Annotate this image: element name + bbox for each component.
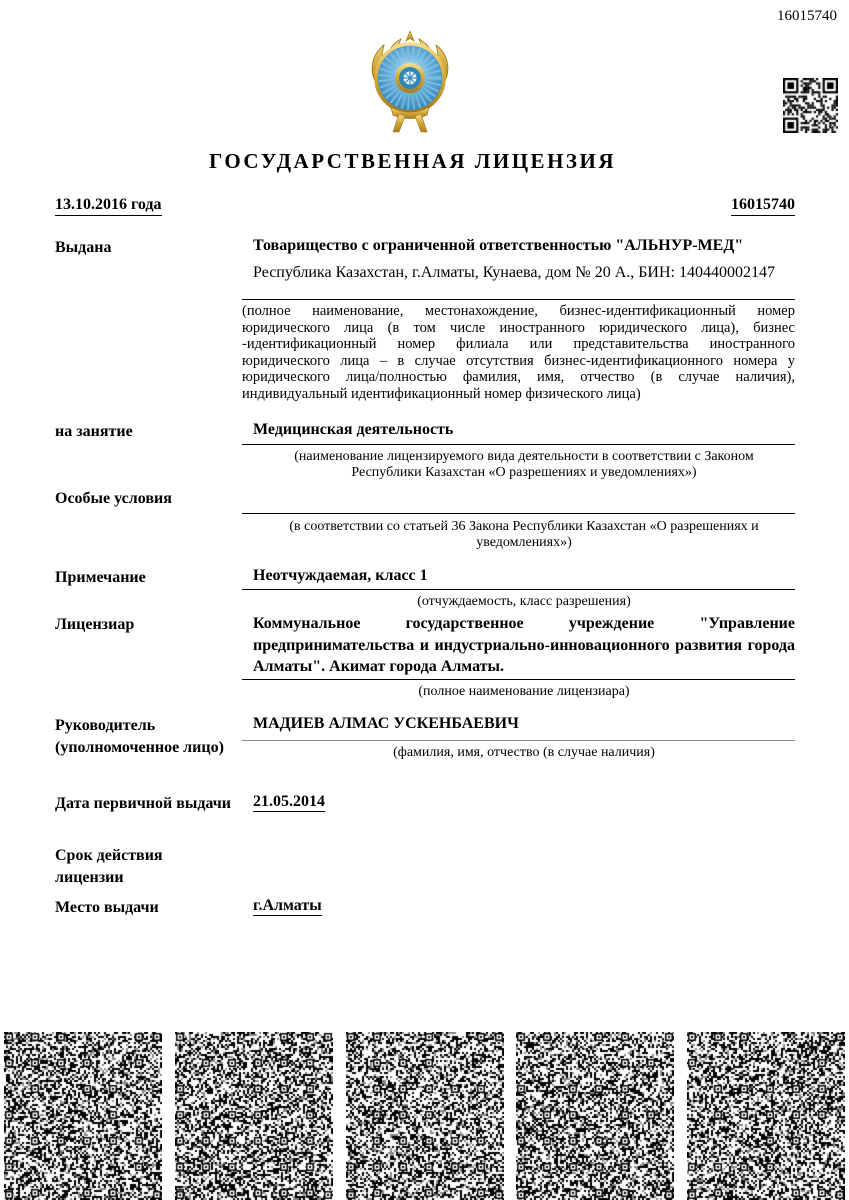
kazakhstan-emblem-graphic	[362, 26, 458, 138]
rule-activity	[242, 444, 795, 445]
rule-remark	[242, 589, 795, 590]
special-conditions-note: (в соответствии со статьей 36 Закона Республики Казахстан «О разрешениях и уведомлениях»)	[289, 519, 759, 550]
kazakhstan-coat-of-arms	[362, 26, 458, 138]
document-title: ГОСУДАРСТВЕННАЯ ЛИЦЕНЗИЯ	[209, 149, 616, 173]
corner-license-number: 16015740	[777, 8, 837, 24]
barcode-block	[516, 1032, 674, 1200]
issued-to-label: Выдана	[55, 239, 112, 256]
validity-label: Срок действия лицензии	[55, 847, 163, 886]
remark-note: (отчуждаемость, класс разрешения)	[417, 594, 631, 609]
head-note: (фамилия, имя, отчество (в случае наличия)	[393, 745, 655, 760]
head-value: МАДИЕВ АЛМАС УСКЕНБАЕВИЧ	[253, 715, 519, 732]
first-issue-date-label: Дата первичной выдачи	[55, 795, 232, 812]
activity-value: Медицинская деятельность	[253, 421, 454, 438]
issue-place-value: г.Алматы	[253, 897, 322, 914]
licensor-label: Лицензиар	[55, 616, 135, 633]
rule-issued-to	[242, 299, 795, 300]
remark-value: Неотчуждаемая, класс 1	[253, 567, 428, 584]
rule-head	[242, 740, 795, 741]
barcode-block	[175, 1032, 333, 1200]
barcode-strip	[0, 1032, 849, 1200]
first-issue-date-value: 21.05.2014	[253, 793, 325, 810]
activity-label: на занятие	[55, 423, 133, 440]
barcode-block	[687, 1032, 845, 1200]
remark-label: Примечание	[55, 569, 146, 586]
rule-licensor	[242, 679, 795, 680]
activity-note: (наименование лицензируемого вида деятельности в соответствии с Законом Республики Казахстан «О разрешениях и уведомлениях»)	[294, 449, 754, 480]
licensee-name: Товарищество с ограниченной ответственностью "АЛЬНУР-МЕД"	[253, 237, 744, 254]
barcode-block	[4, 1032, 162, 1200]
date-number-row	[55, 196, 795, 216]
issue-date: 13.10.2016 года	[55, 196, 162, 216]
rule-special-conditions	[242, 513, 795, 514]
qr-code	[783, 78, 838, 133]
issue-place-label: Место выдачи	[55, 899, 159, 916]
licensee-address: Республика Казахстан, г.Алматы, Кунаева, дом № 20 А., БИН: 140440002147	[253, 264, 775, 281]
licensor-note: (полное наименование лицензиара)	[418, 684, 630, 699]
special-conditions-label: Особые условия	[55, 490, 172, 507]
barcode-block	[346, 1032, 504, 1200]
emblem-top-ornament	[406, 31, 414, 41]
licensor-value: Коммунальное государственное учреждение "Управление предпринимательства и индустриально-инновационного развития города Алматы". Акимат города Алматы.	[253, 615, 795, 675]
license-number: 16015740	[731, 196, 795, 216]
issued-to-note: (полное наименование, местонахождение, бизнес-идентификационный номер юридического лица (в том числе иностранного юридического лица), бизнес -идентификационный номер филиала или представительства иностранного юридического лица – в случае отсутствия бизнес-идентификационного номера у юридического лица/полностью фамилия, имя, отчество (в случае наличия), индивидуальный идентификационный номер физического лица)	[242, 303, 795, 402]
head-label: Руководитель (уполномоченное лицо)	[55, 717, 224, 756]
